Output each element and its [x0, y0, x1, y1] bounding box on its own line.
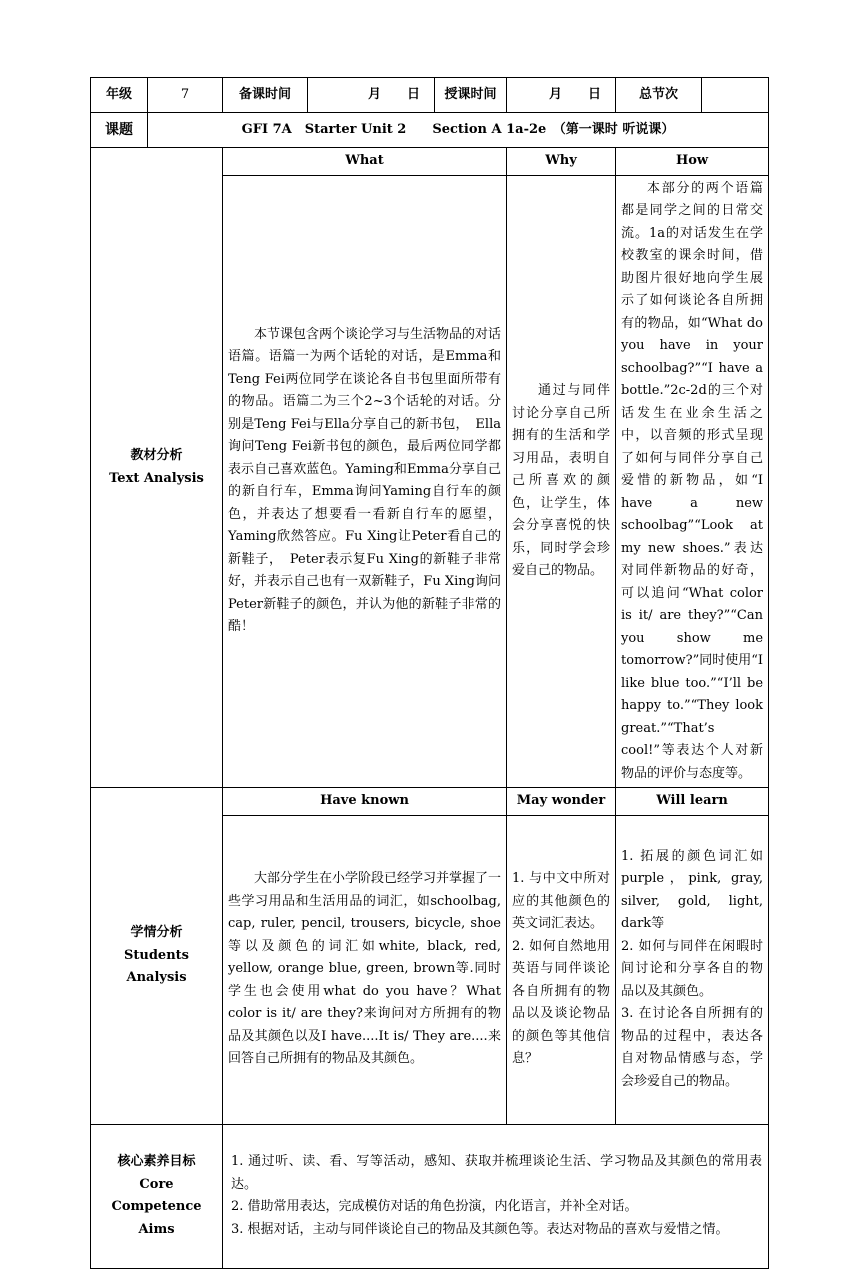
core-aims-label-cn: 核心素养目标 [117, 1154, 196, 1169]
grade-value: 7 [148, 78, 223, 113]
header-row [91, 78, 769, 113]
students-analysis-label-cn: 学情分析 [130, 925, 183, 940]
text-analysis-label-cn: 教材分析 [130, 448, 183, 463]
grade-label: 年级 [91, 78, 148, 113]
lesson-plan-table [90, 77, 769, 1269]
prep-time-label: 备课时间 [223, 78, 308, 113]
learn-item: 3. 在讨论各自所拥有的物品的过程中，表达各自对物品情感与态，学会珍爱自己的物品。 [621, 1006, 764, 1089]
topic-row [91, 113, 769, 148]
core-aims-label [91, 1124, 223, 1268]
topic-value: GFI 7A Starter Unit 2 Section A 1a-2e （第一课时 听说课） [148, 113, 769, 148]
known-text: 大部分学生在小学阶段已经学习并掌握了一些学习用品和生活用品的词汇，如schoolbag, cap, ruler, pencil, trousers, bicycle, shoe等以及颜色的词汇如white, black, red, yellow, orange blue, green, brown等.同时学生也会使用what do you have？What color is it/ are they?来询问对方所拥有的物品及其颜色以及I have....It is/ They are....来回答自己所拥有的物品及其颜色。 [223, 815, 507, 1124]
col-wonder-header: May wonder [507, 788, 616, 816]
text-analysis-header-row [91, 148, 769, 176]
col-how-header: How [616, 148, 769, 176]
learn-item: 1. 拓展的颜色词汇如purple，pink, gray, silver, gold, light, dark等 [621, 848, 764, 932]
prep-time-value: 月 日 [308, 78, 435, 113]
learn-item: 2. 如何与同伴在闲暇时间讨论和分享各自的物品以及其颜色。 [621, 938, 764, 999]
aim-item: 1. 通过听、读、看、写等活动，感知、获取并梳理谈论生活、学习物品及其颜色的常用表达。 [231, 1154, 763, 1192]
wonder-item: 2. 如何自然地用英语与同伴谈论各自所拥有的物品以及谈论物品的颜色等其他信息？ [512, 938, 611, 1067]
total-value [702, 78, 769, 113]
teach-time-value: 月 日 [507, 78, 616, 113]
col-known-header: Have known [223, 788, 507, 816]
text-analysis-label-en: Text Analysis [109, 470, 204, 486]
topic-label: 课题 [91, 113, 148, 148]
learn-cell [616, 815, 769, 1124]
what-text: 本节课包含两个谈论学习与生活物品的对话语篇。语篇一为两个话轮的对话，是Emma和Teng Fei两位同学在谈论各自书包里面所带有的物品。语篇二为三个2~3个话轮的对话。分别是Teng Fei与Ella分享自己的新书包， Ella询问Teng Fei新书包的颜色，最后两位同学都表示自己喜欢蓝色。Yaming和Emma分享自己的新自行车，Emma询问Yaming自行车的颜色，并表达了想要看一看新自行车的愿望，Yaming欣然答应。Fu Xing让Peter看自己的新鞋子， Peter表示复Fu Xing的新鞋子非常好，并表示自己也有一双新鞋子，Fu Xing询问Peter新鞋子的颜色，并认为他的新鞋子非常的酷！ [223, 175, 507, 788]
core-aims-label-en-3: Aims [138, 1221, 175, 1237]
core-aims-label-en-2: Competence [111, 1199, 202, 1214]
wonder-cell [507, 815, 616, 1124]
core-aims-row [91, 1124, 769, 1268]
total-label: 总节次 [616, 78, 702, 113]
aim-item: 3. 根据对话，主动与同伴谈论自己的物品及其颜色等。表达对物品的喜欢与爱惜之情。 [231, 1221, 729, 1237]
students-analysis-label-en: Students Analysis [124, 947, 189, 985]
col-learn-header: Will learn [616, 788, 769, 816]
text-analysis-label [91, 148, 223, 788]
aim-item: 2. 借助常用表达，完成模仿对话的角色扮演，内化语言，并补全对话。 [231, 1199, 638, 1214]
students-analysis-header-row [91, 788, 769, 816]
students-analysis-label [91, 788, 223, 1125]
how-text: 本部分的两个语篇都是同学之间的日常交流。1a的对话发生在学校教室的课余时间，借助图片很好地向学生展示了如何谈论各自所拥有的物品，如“What do you have in your schoolbag?”“I have a bottle.”2c-2d的三个对话发生在业余生活之中，以音频的形式呈现了如何与同伴分享自己爱惜的新物品，如“I have a new schoolbag”“Look at my new shoes.”表达对同伴新物品的好奇，可以追问“What color is it/ are they?”“Can you show me tomorrow?”同时使用“I like blue too.”“I’ll be happy to.”“They look great.”“That’s cool!”等表达个人对新物品的评价与态度等。 [616, 175, 769, 788]
wonder-item: 1. 与中文中所对应的其他颜色的英文词汇表达。 [512, 871, 611, 932]
col-why-header: Why [507, 148, 616, 176]
core-aims-label-en-1: Core [139, 1176, 174, 1192]
core-aims-content [223, 1124, 769, 1268]
teach-time-label: 授课时间 [435, 78, 507, 113]
col-what-header: What [223, 148, 507, 176]
why-text: 通过与同伴讨论分享自己所拥有的生活和学习用品，表明自己所喜欢的颜色，让学生，体会分享喜悦的快乐，同时学会珍爱自己的物品。 [507, 175, 616, 788]
